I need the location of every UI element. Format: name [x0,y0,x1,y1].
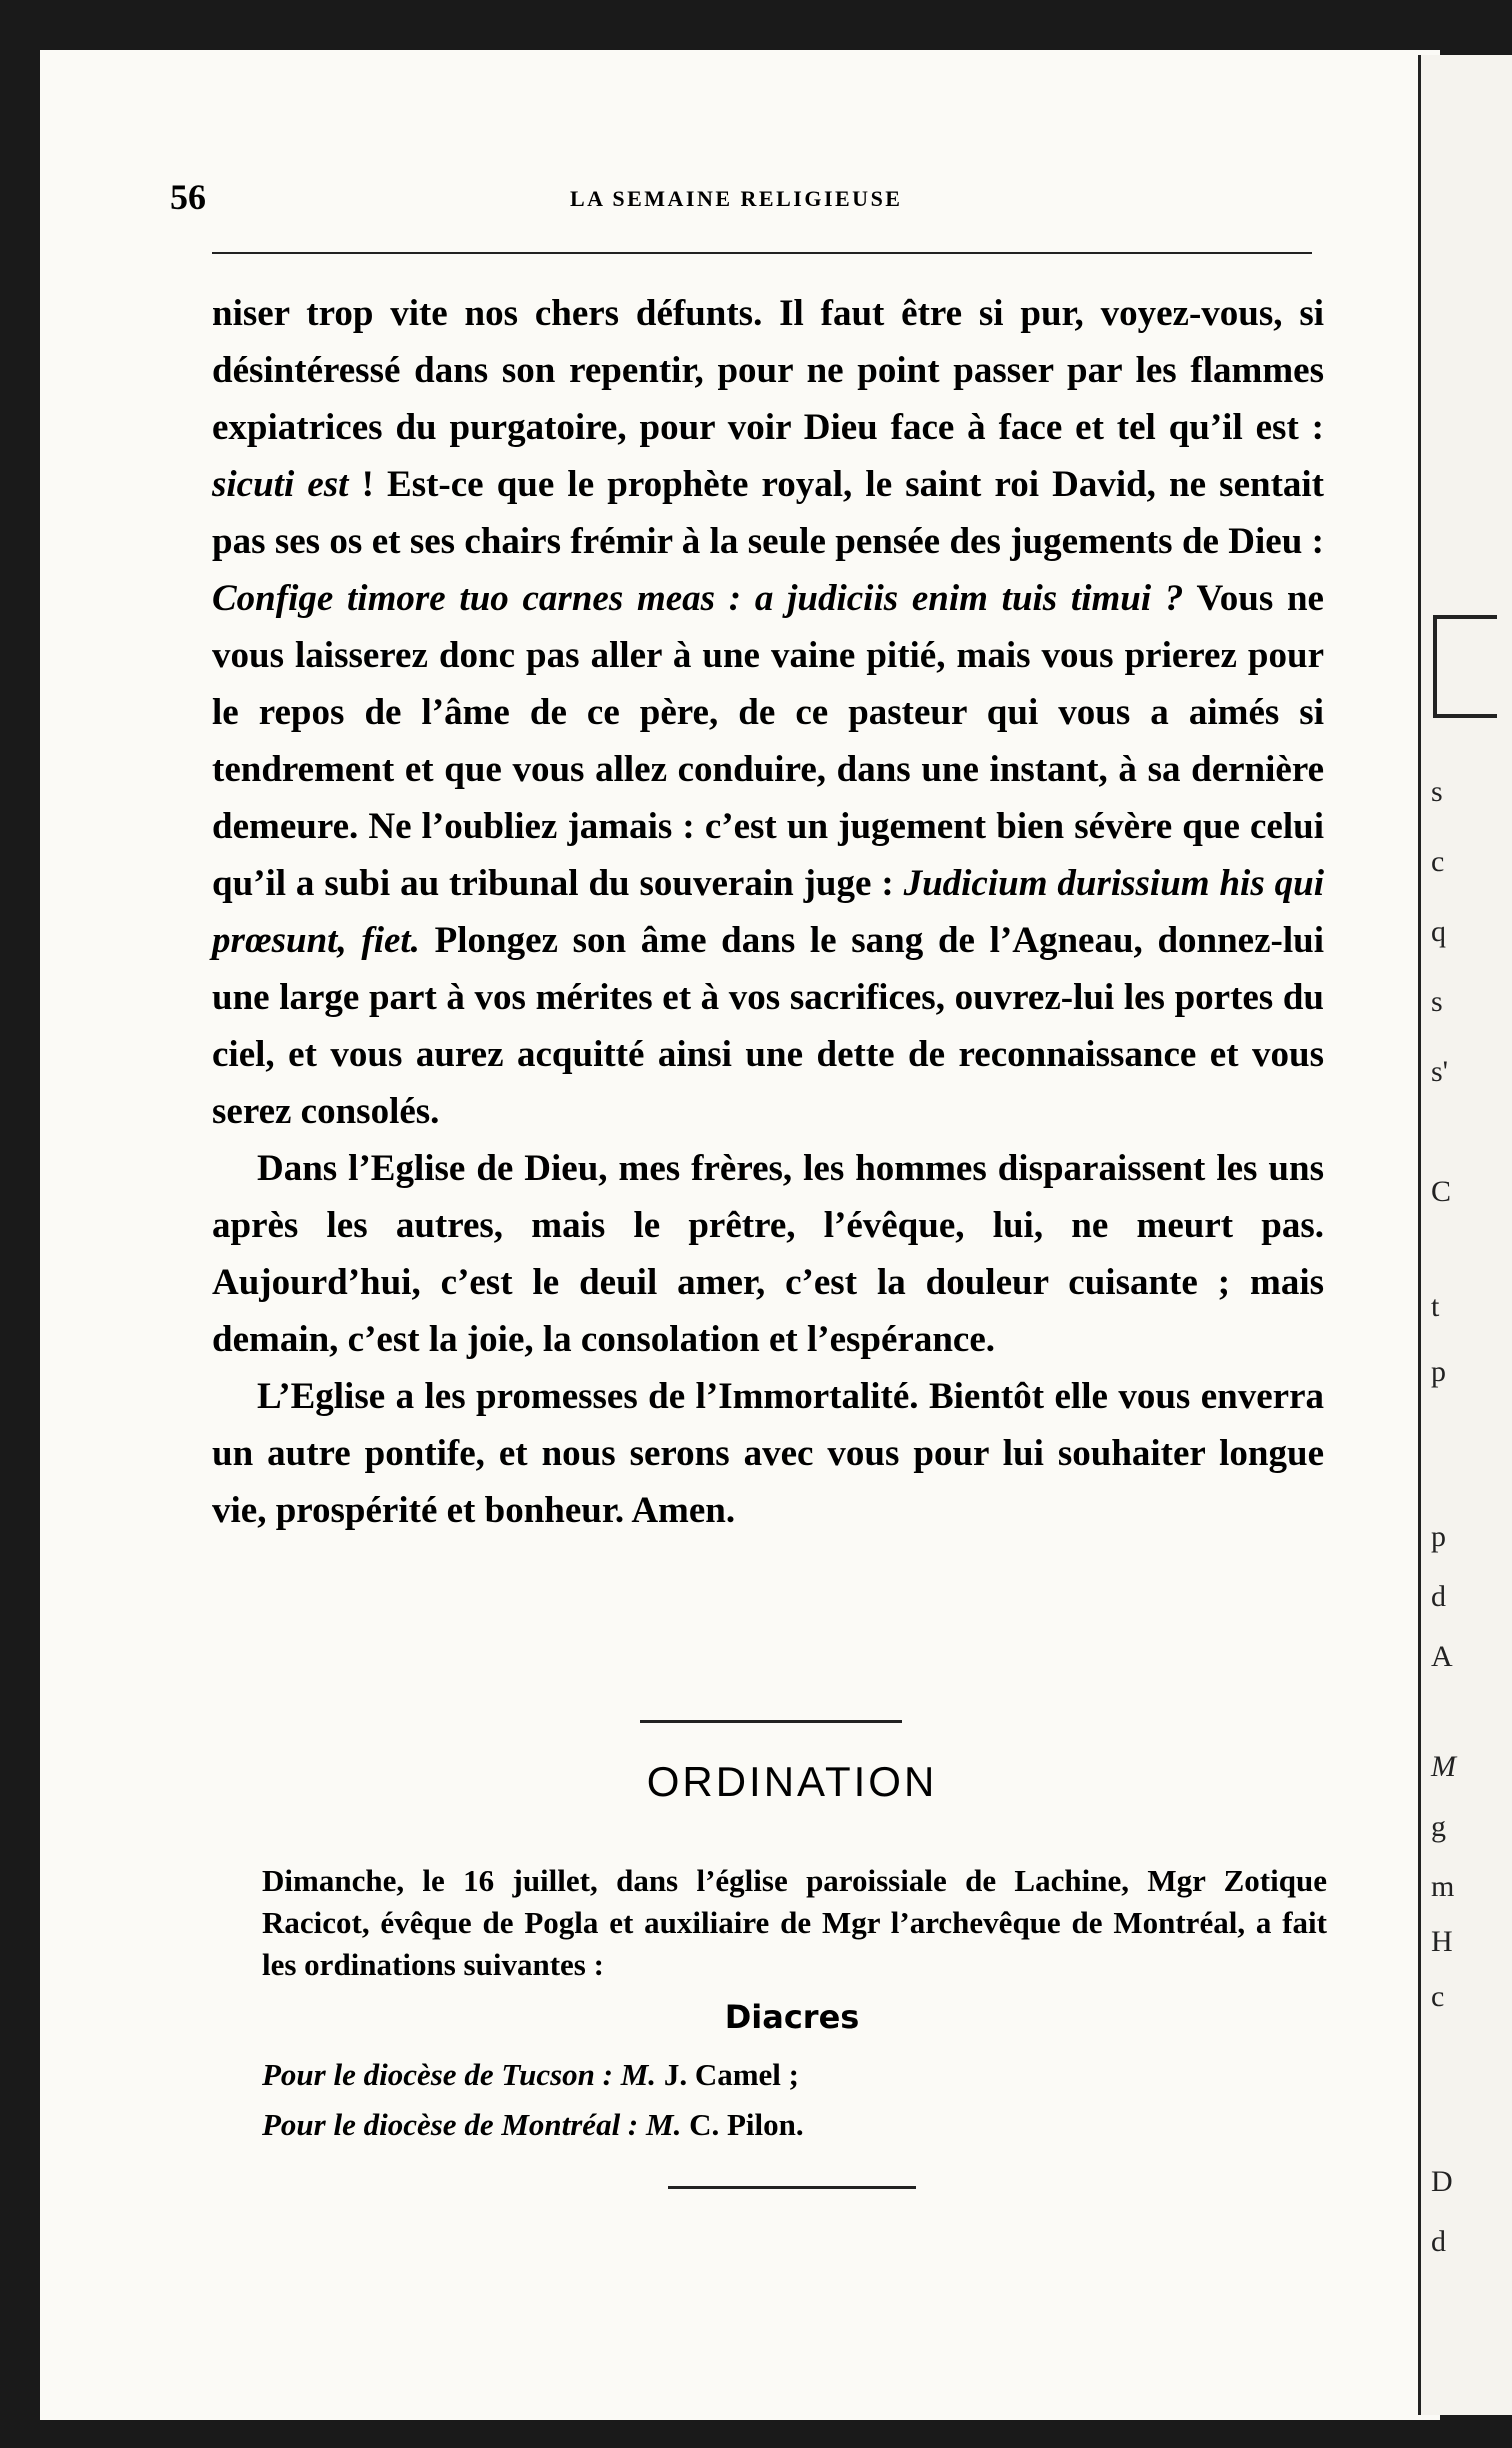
latin-quote: sicuti est [212,464,349,505]
entry-name: C. Pilon. [681,2107,804,2142]
fragment-letter: D [1431,2165,1453,2198]
fragment-letter: H [1431,1925,1453,1958]
adjacent-page-edge [1418,55,1512,2415]
entry-name: J. Camel ; [656,2057,799,2092]
ordination-intro [262,1860,1327,1986]
fragment-letter: s [1431,985,1443,1018]
section-separator [640,1720,902,1723]
text-run: niser trop vite nos chers défunts. Il faut être si pur, voyez-vous, si désintéressé dans son repentir, pour ne point passer par les flammes expiatrices du purgatoire, pour voir Dieu face à face et tel qu’il est : [212,293,1324,448]
fragment-letter: d [1431,2225,1446,2258]
fragment-letter: t [1431,1290,1440,1323]
running-title: LA SEMAINE RELIGIEUSE [570,186,903,211]
fragment-letter: p [1431,1355,1446,1388]
fragment-letter: p [1431,1520,1446,1553]
ordination-entry [262,2054,1262,2096]
latin-quote: Judicium durissium his qui prœsunt, fiet. [212,863,1324,961]
end-separator [668,2186,916,2189]
page-number: 56 [170,177,206,217]
paragraph: Dans l’Eglise de Dieu, mes frères, les hommes disparaissent les uns après les autres, mais le prêtre, l’évêque, lui, ne meurt pas. Aujourd’hui, c’est le deuil amer, c’est la douleur cuisante ; mais demain, c’est la joie, la consolation et l’espérance. [212,1148,1324,1360]
fragment-letter: q [1431,915,1446,948]
fragment-letter: s' [1431,1055,1449,1088]
text-run: Plongez son âme dans le sang de l’Agneau, donnez-lui une large part à vos mérites et à vos sacrifices, ouvrez-lui les portes du ciel, et vous aurez acquitté ainsi une dette de reconnaissance et vous serez consolés. [212,920,1324,1132]
text-run: Vous ne vous laisserez donc pas aller à une vaine pitié, mais vous prierez pour le repos de l’âme de ce père, de ce pasteur qui vous a aimés si tendrement et que vous allez conduire, dans une instant, à sa dernière demeure. Ne l’oubliez jamais : c’est un jugement bien sévère que celui qu’il a subi au tribunal du souverain juge : [212,578,1324,904]
adjacent-page-frame [1433,615,1497,718]
paragraph [212,285,1324,1140]
fragment-letter: m [1431,1870,1455,1903]
ordination-entry [262,2104,1262,2146]
entry-diocese: Pour le diocèse de Montréal : M. [262,2107,682,2142]
entry-diocese: Pour le diocèse de Tucson : M. [262,2057,657,2092]
text-run: ! Est-ce que le prophète royal, le saint roi David, ne sentait pas ses os et ses chairs frémir à la seule pensée des jugements de Dieu : [212,464,1324,562]
fragment-letter: s [1431,775,1443,808]
paragraph: L’Eglise a les promesses de l’Immortalité. Bientôt elle vous enverra un autre pontife, et nous serons avec vous pour lui souhaiter longue vie, prospérité et bonheur. Amen. [212,1376,1324,1531]
fragment-letter: c [1431,1980,1445,2013]
subsection-heading: Diacres [724,1998,860,2036]
header-rule [212,252,1312,254]
fragment-letter: c [1431,845,1445,878]
fragment-letter: C [1431,1175,1452,1208]
latin-quote: Confige timore tuo carnes meas : a judiciis enim tuis timui ? [212,578,1184,619]
fragment-letter: M [1431,1750,1456,1783]
section-title: ORDINATION [646,1758,938,1805]
page-header [170,128,1330,217]
article-body [212,285,1324,1539]
fragment-letter: A [1431,1640,1453,1673]
intro-paragraph: Dimanche, le 16 juillet, dans l’église paroissiale de Lachine, Mgr Zotique Racicot, évêque de Pogla et auxiliaire de Mgr l’archevêque de Montréal, a fait les ordinations suivantes : [262,1863,1327,1982]
fragment-letter: d [1431,1580,1446,1613]
fragment-letter: g [1431,1810,1446,1843]
